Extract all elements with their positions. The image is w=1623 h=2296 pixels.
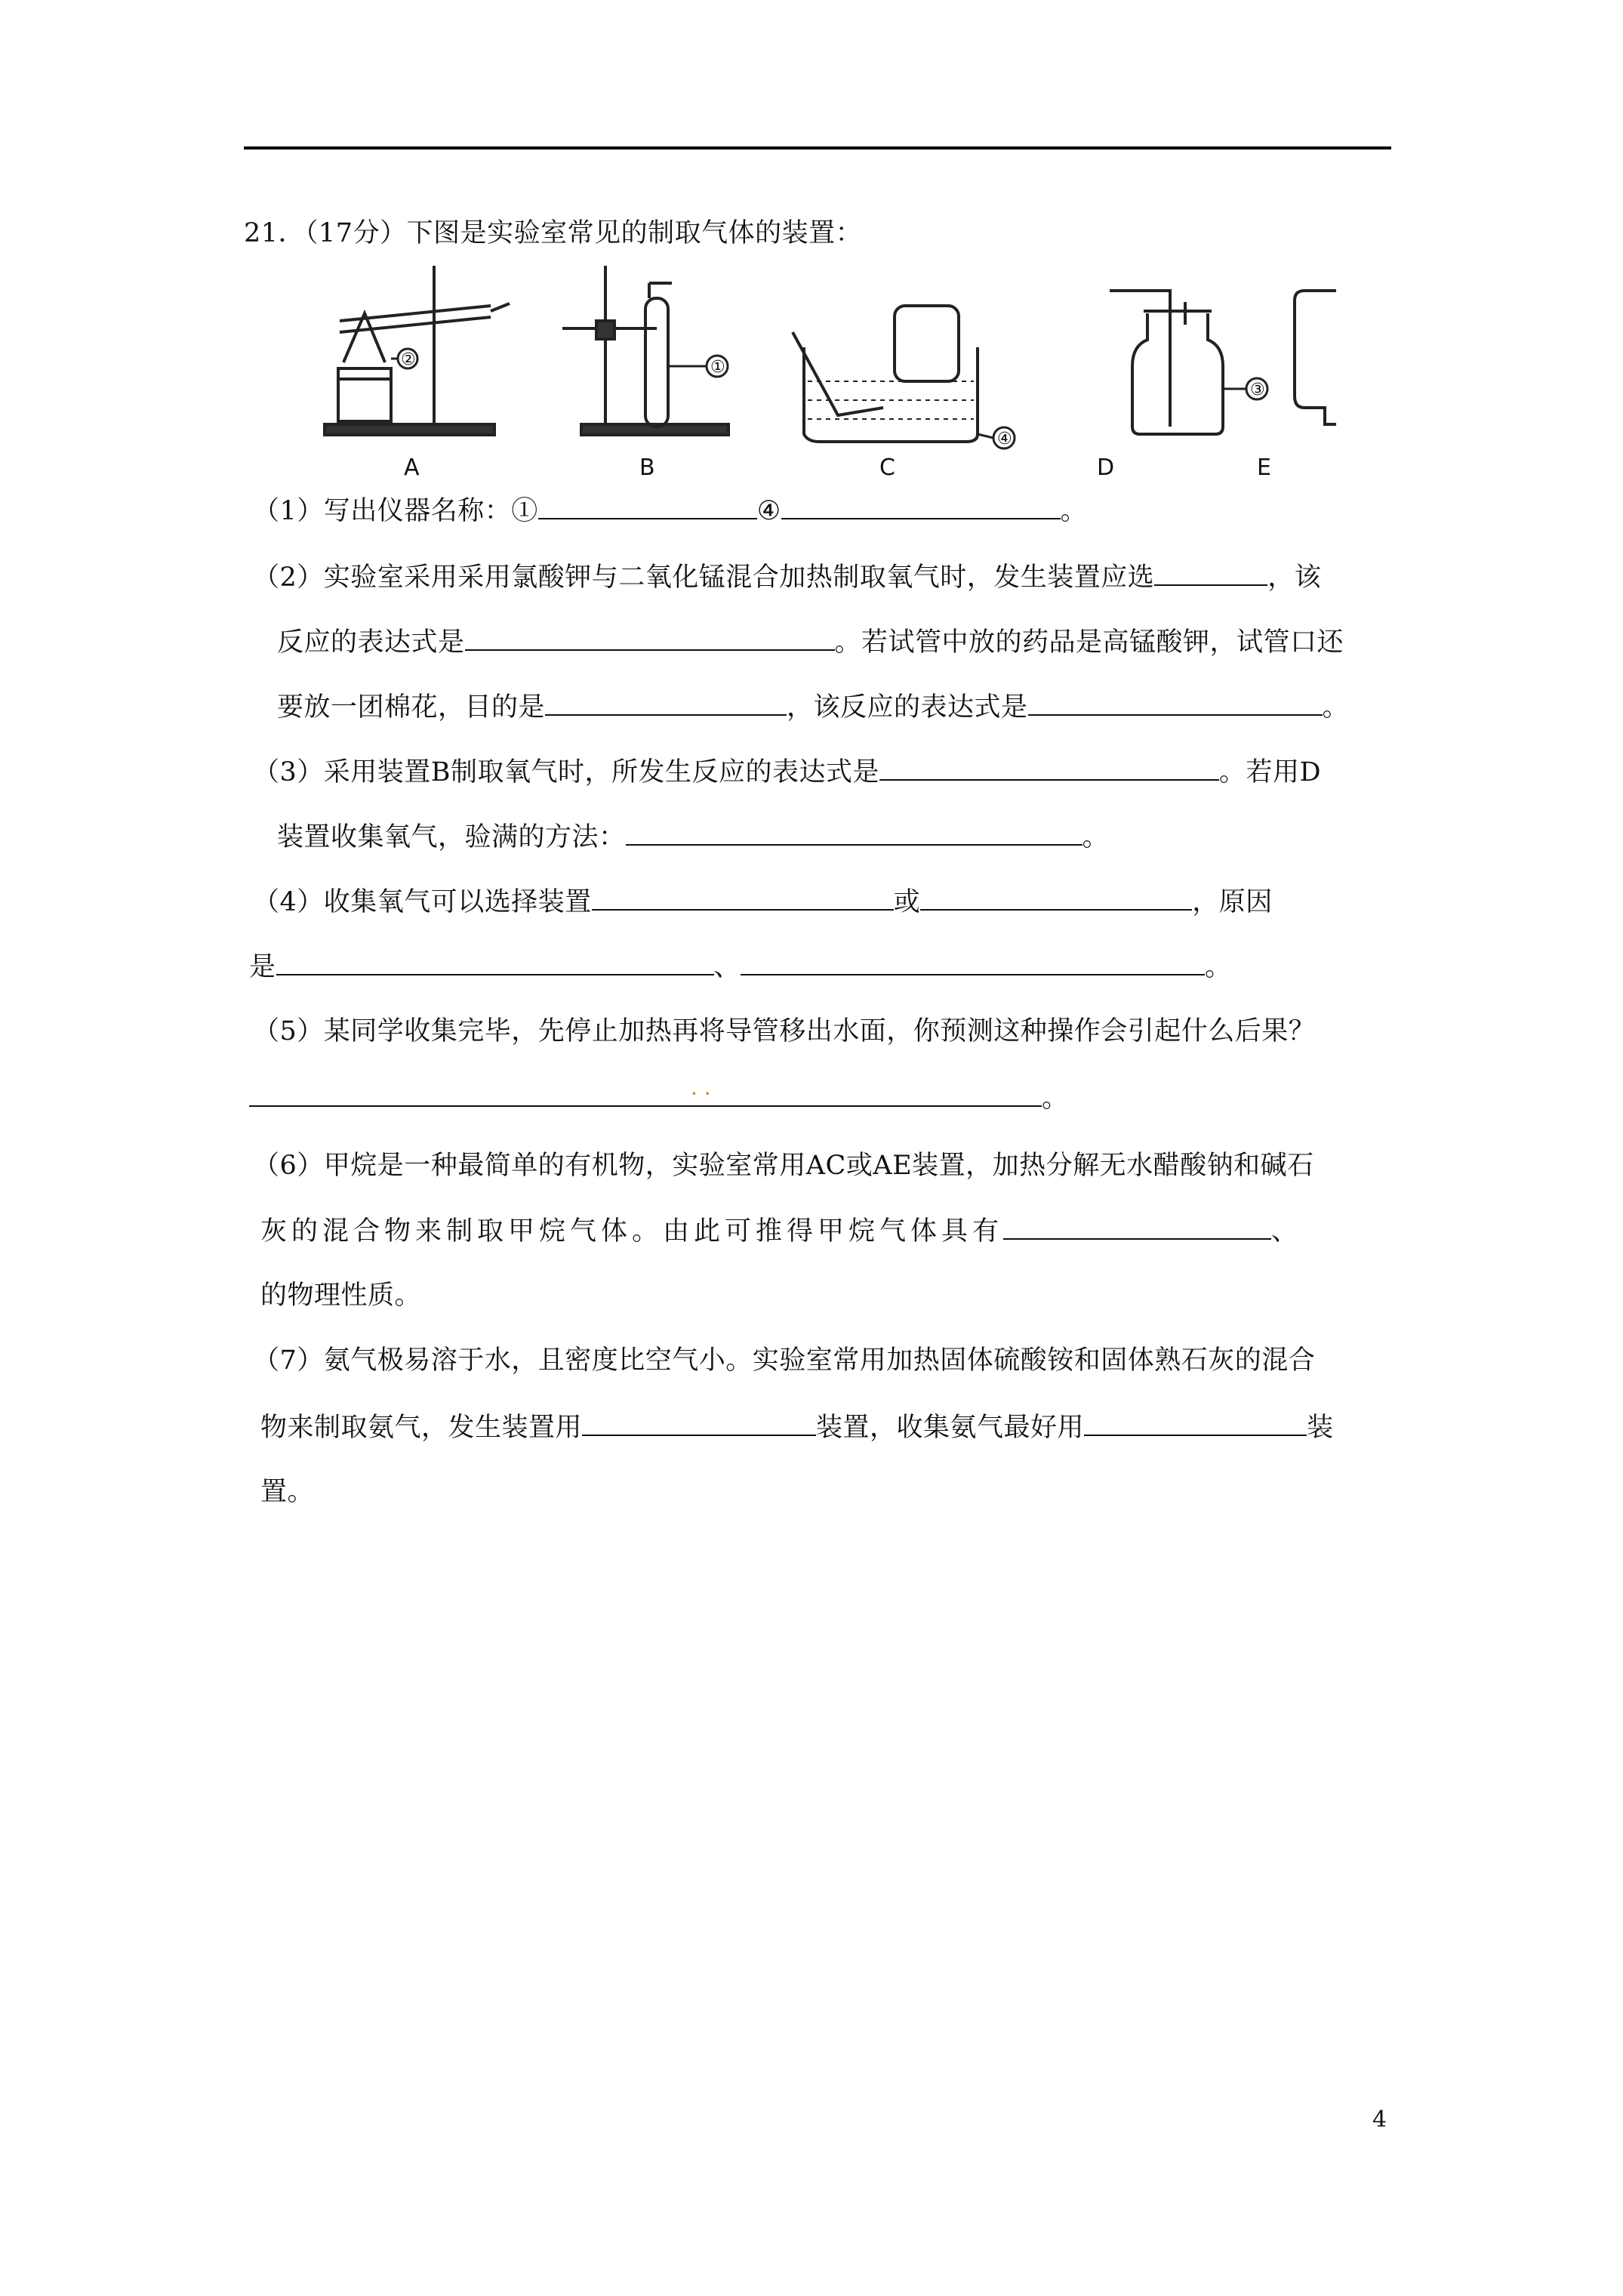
callout-1: ① (710, 358, 725, 377)
part-1: （1）写出仪器名称：① ④ 。 (253, 492, 1087, 529)
stand-base-a (325, 424, 494, 435)
answer-blank[interactable] (249, 1080, 1042, 1107)
label-d: D (1097, 455, 1115, 481)
answer-blank[interactable] (592, 883, 894, 911)
answer-blank[interactable] (582, 1409, 816, 1436)
part-6-line-1: （6）甲烷是一种最简单的有机物，实验室常用AC或AE装置，加热分解无水醋酸钠和碱石 (253, 1151, 1314, 1181)
answer-blank[interactable] (276, 948, 714, 975)
water-trough (804, 347, 978, 442)
answer-blank[interactable] (741, 948, 1205, 975)
alcohol-lamp (338, 368, 391, 421)
inverted-bottle-e (1295, 291, 1336, 424)
part-2-line-2: 反应的表达式是 。若试管中放的药品是高锰酸钾，试管口还 (277, 624, 1344, 661)
label-b: B (639, 455, 655, 481)
question-title: 21．（17分）下图是实验室常见的制取气体的装置： (244, 218, 863, 248)
answer-blank[interactable] (545, 689, 787, 716)
header-rule (244, 146, 1391, 149)
part-3-line-1: （3）采用装置B制取氧气时，所发生反应的表达式是 。若用D (253, 754, 1321, 791)
answer-blank[interactable] (465, 624, 835, 651)
part-7-line-3: 置。 (260, 1477, 315, 1507)
answer-blank[interactable] (879, 754, 1219, 781)
part-4-line-2: 是 、 。 (249, 948, 1232, 985)
part-7-line-1: （7）氨气极易溶于水，且密度比空气小。实验室常用加热固体硫酸铵和固体熟石灰的混合 (253, 1345, 1316, 1376)
callout-4: ④ (997, 430, 1012, 448)
part-6-line-3: 的物理性质。 (260, 1281, 422, 1311)
label-e: E (1257, 455, 1271, 481)
gas-bottle-d (1132, 313, 1223, 434)
answer-blank[interactable] (1028, 689, 1323, 716)
part-5-line-1: （5）某同学收集完毕，先停止加热再将导管移出水面，你预测这种操作会引起什么后果？ (253, 1016, 1316, 1046)
test-tube-b (645, 298, 668, 427)
answer-blank[interactable] (920, 883, 1192, 911)
answer-blank[interactable] (781, 492, 1061, 519)
delivery-tube-c (793, 332, 883, 415)
callout-2: ② (401, 350, 416, 369)
label-a: A (404, 455, 420, 481)
answer-blank[interactable] (626, 818, 1083, 846)
part-7-line-2: 物来制取氨气，发生装置用 装置，收集氨气最好用 装 (260, 1409, 1334, 1446)
apparatus-drawing (310, 257, 1336, 483)
part-5-line-2: 。 (249, 1080, 1069, 1117)
label-c: C (879, 455, 895, 481)
part-2-line-1: （2）实验室采用采用氯酸钾与二氧化锰混合加热制取氧气时，发生装置应选 ，该 (253, 559, 1321, 596)
part-6-line-2: 灰的混合物来制取甲烷气体。由此可推得甲烷气体具有 、 (260, 1213, 1302, 1250)
answer-blank[interactable] (538, 492, 757, 519)
part-4-line-1: （4）收集氧气可以选择装置 或 ，原因 (253, 883, 1273, 920)
answer-blank[interactable] (1003, 1213, 1271, 1240)
stray-dots: · · (691, 1081, 711, 1106)
page-number: 4 (1372, 2106, 1387, 2133)
answer-blank[interactable] (1084, 1409, 1307, 1436)
callout-3: ③ (1250, 381, 1265, 399)
gas-jar-c (895, 306, 959, 381)
part-3-line-2: 装置收集氧气，验满的方法： 。 (277, 818, 1109, 855)
apparatus-figure (310, 257, 1336, 483)
part-2-line-3: 要放一团棉花，目的是 ，该反应的表达式是 。 (277, 689, 1349, 726)
answer-blank[interactable] (1154, 559, 1267, 586)
